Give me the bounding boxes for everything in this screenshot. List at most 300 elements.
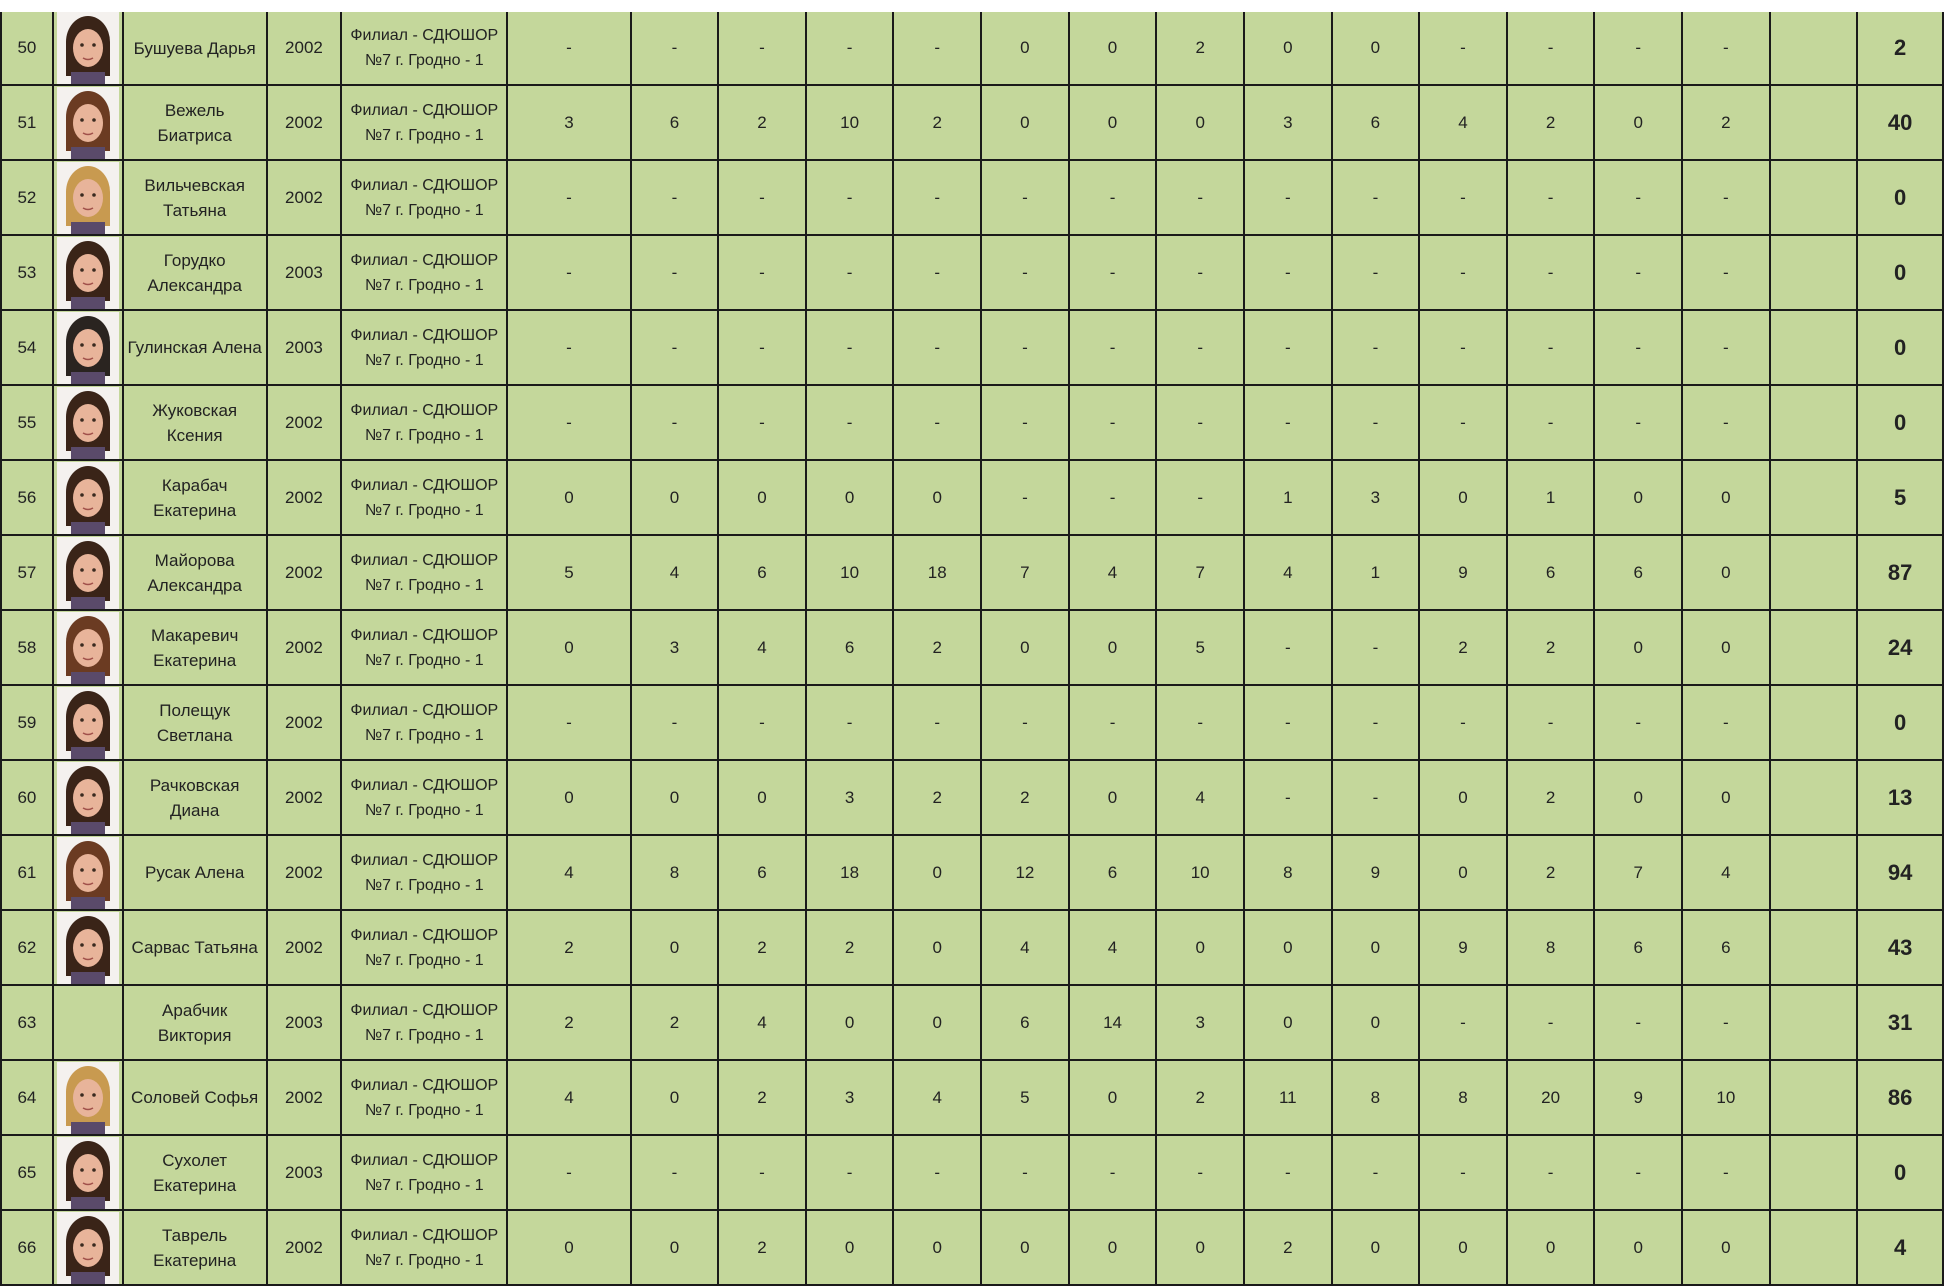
score-cell: 2: [806, 910, 894, 985]
score-cell: 0: [1332, 985, 1420, 1060]
score-cell: -: [1156, 160, 1244, 235]
score-cell: -: [1682, 160, 1770, 235]
score-cell: -: [981, 385, 1069, 460]
total-score: 0: [1857, 1135, 1943, 1210]
score-cell: -: [1682, 1135, 1770, 1210]
score-cell: 0: [1594, 85, 1682, 160]
score-cell: 0: [1682, 610, 1770, 685]
score-cell: -: [893, 235, 981, 310]
athlete-photo-cell: [53, 85, 123, 160]
score-cell: 4: [893, 1060, 981, 1135]
score-cell: -: [1594, 385, 1682, 460]
total-score: 0: [1857, 160, 1943, 235]
total-score: 13: [1857, 760, 1943, 835]
score-cell: 0: [1069, 760, 1157, 835]
athlete-photo-cell: [53, 985, 123, 1060]
score-cell: -: [1069, 460, 1157, 535]
score-cell: 0: [893, 1210, 981, 1285]
row-number: 56: [1, 460, 53, 535]
score-cell: -: [981, 1135, 1069, 1210]
row-number: 62: [1, 910, 53, 985]
score-cell: -: [893, 385, 981, 460]
athlete-photo-cell: [53, 610, 123, 685]
score-cell: 6: [631, 85, 719, 160]
row-number: 52: [1, 160, 53, 235]
score-cell: 2: [893, 760, 981, 835]
score-cell: -: [507, 1135, 630, 1210]
score-cell: -: [1419, 6, 1507, 85]
total-score: 0: [1857, 235, 1943, 310]
score-cell: 6: [718, 835, 806, 910]
score-cell: -: [1069, 160, 1157, 235]
score-cell: -: [507, 235, 630, 310]
score-cell: -: [806, 160, 894, 235]
athlete-photo: [57, 912, 119, 984]
score-cell: 2: [1507, 760, 1595, 835]
score-cell: [1770, 1135, 1858, 1210]
score-cell: 3: [631, 610, 719, 685]
score-cell: -: [718, 235, 806, 310]
score-cell: 2: [1419, 610, 1507, 685]
athlete-photo-cell: [53, 385, 123, 460]
score-cell: 6: [1332, 85, 1420, 160]
birth-year: 2002: [267, 685, 342, 760]
row-number: 63: [1, 985, 53, 1060]
score-cell: [1770, 235, 1858, 310]
score-cell: 0: [631, 910, 719, 985]
score-cell: -: [507, 160, 630, 235]
athlete-name: Бушуева Дарья: [123, 6, 267, 85]
athlete-photo: [57, 1062, 119, 1134]
score-cell: 0: [1332, 910, 1420, 985]
score-cell: -: [893, 1135, 981, 1210]
athlete-photo-cell: [53, 835, 123, 910]
score-cell: 2: [893, 85, 981, 160]
score-cell: -: [1594, 685, 1682, 760]
score-cell: 0: [1594, 460, 1682, 535]
row-number: 60: [1, 760, 53, 835]
score-cell: 7: [1156, 535, 1244, 610]
score-cell: 0: [1244, 985, 1332, 1060]
athlete-photo: [57, 387, 119, 459]
athlete-photo-cell: [53, 685, 123, 760]
score-cell: -: [1069, 385, 1157, 460]
score-cell: -: [1244, 235, 1332, 310]
score-cell: 0: [1069, 6, 1157, 85]
total-score: 24: [1857, 610, 1943, 685]
score-cell: -: [1244, 685, 1332, 760]
table-row: [1, 460, 1943, 535]
score-cell: -: [1069, 310, 1157, 385]
table-row: [1, 760, 1943, 835]
total-score: 43: [1857, 910, 1943, 985]
table-row: [1, 1210, 1943, 1285]
score-cell: 0: [1507, 1210, 1595, 1285]
score-cell: 0: [981, 6, 1069, 85]
athlete-name: Гулинская Алена: [123, 310, 267, 385]
score-cell: [1770, 910, 1858, 985]
score-cell: 4: [1156, 760, 1244, 835]
score-cell: -: [1682, 235, 1770, 310]
score-cell: 10: [806, 85, 894, 160]
score-cell: 18: [893, 535, 981, 610]
athlete-name: Макаревич Екатерина: [123, 610, 267, 685]
score-cell: 3: [1156, 985, 1244, 1060]
score-cell: 0: [507, 760, 630, 835]
total-score: 87: [1857, 535, 1943, 610]
athlete-name: Вежель Биатриса: [123, 85, 267, 160]
score-cell: -: [507, 6, 630, 85]
score-cell: 0: [981, 85, 1069, 160]
score-cell: -: [1507, 310, 1595, 385]
score-cell: -: [806, 310, 894, 385]
score-cell: -: [631, 1135, 719, 1210]
birth-year: 2003: [267, 1135, 342, 1210]
club-name: Филиал - СДЮШОР №7 г. Гродно - 1: [341, 1060, 507, 1135]
athlete-photo: [57, 312, 119, 384]
score-cell: [1770, 685, 1858, 760]
score-cell: 4: [507, 835, 630, 910]
total-score: 4: [1857, 1210, 1943, 1285]
athlete-photo: [57, 462, 119, 534]
score-cell: 8: [1332, 1060, 1420, 1135]
score-cell: -: [507, 385, 630, 460]
total-score: 2: [1857, 6, 1943, 85]
score-cell: 1: [1507, 460, 1595, 535]
table-row: [1, 6, 1943, 85]
score-cell: [1770, 610, 1858, 685]
athlete-photo: [57, 687, 119, 759]
table-row: [1, 85, 1943, 160]
score-cell: 5: [507, 535, 630, 610]
score-cell: 6: [1594, 535, 1682, 610]
score-cell: -: [806, 385, 894, 460]
athlete-photo: [57, 87, 119, 159]
score-cell: 4: [1069, 535, 1157, 610]
score-cell: 6: [1594, 910, 1682, 985]
score-cell: 3: [507, 85, 630, 160]
score-cell: 2: [1156, 6, 1244, 85]
score-cell: 4: [631, 535, 719, 610]
score-cell: 2: [631, 985, 719, 1060]
score-cell: -: [1507, 1135, 1595, 1210]
score-cell: 3: [1332, 460, 1420, 535]
score-cell: 0: [1594, 610, 1682, 685]
score-cell: -: [1507, 160, 1595, 235]
score-cell: 6: [1507, 535, 1595, 610]
score-cell: 0: [507, 1210, 630, 1285]
birth-year: 2003: [267, 235, 342, 310]
score-cell: 0: [1682, 460, 1770, 535]
score-cell: -: [1594, 235, 1682, 310]
score-cell: [1770, 535, 1858, 610]
score-cell: -: [718, 685, 806, 760]
score-cell: -: [1069, 235, 1157, 310]
club-name: Филиал - СДЮШОР №7 г. Гродно - 1: [341, 535, 507, 610]
score-cell: 0: [1332, 6, 1420, 85]
score-cell: 9: [1594, 1060, 1682, 1135]
score-cell: 6: [1069, 835, 1157, 910]
score-cell: 0: [1244, 6, 1332, 85]
birth-year: 2002: [267, 610, 342, 685]
score-cell: 2: [718, 910, 806, 985]
score-cell: 6: [806, 610, 894, 685]
athlete-photo-cell: [53, 6, 123, 85]
club-name: Филиал - СДЮШОР №7 г. Гродно - 1: [341, 760, 507, 835]
score-cell: 6: [718, 535, 806, 610]
athlete-photo: [57, 237, 119, 309]
score-cell: -: [1244, 160, 1332, 235]
score-cell: 2: [507, 985, 630, 1060]
score-cell: -: [1332, 610, 1420, 685]
table-row: [1, 685, 1943, 760]
athlete-photo-cell: [53, 910, 123, 985]
score-cell: -: [1419, 985, 1507, 1060]
score-cell: 0: [806, 985, 894, 1060]
birth-year: 2002: [267, 760, 342, 835]
score-cell: 0: [631, 760, 719, 835]
score-cell: -: [981, 235, 1069, 310]
score-cell: [1770, 985, 1858, 1060]
score-cell: [1770, 6, 1858, 85]
score-cell: 0: [1069, 610, 1157, 685]
score-cell: [1770, 460, 1858, 535]
table-row: [1, 310, 1943, 385]
club-name: Филиал - СДЮШОР №7 г. Гродно - 1: [341, 910, 507, 985]
table-row: [1, 835, 1943, 910]
birth-year: 2002: [267, 910, 342, 985]
score-cell: 2: [1682, 85, 1770, 160]
table-row: [1, 1060, 1943, 1135]
score-cell: 2: [1507, 85, 1595, 160]
score-cell: -: [893, 6, 981, 85]
score-cell: 4: [981, 910, 1069, 985]
score-cell: 0: [806, 1210, 894, 1285]
score-cell: -: [1682, 385, 1770, 460]
score-cell: -: [718, 1135, 806, 1210]
club-name: Филиал - СДЮШОР №7 г. Гродно - 1: [341, 685, 507, 760]
birth-year: 2002: [267, 535, 342, 610]
score-cell: 10: [1156, 835, 1244, 910]
score-cell: 2: [718, 1210, 806, 1285]
row-number: 55: [1, 385, 53, 460]
athlete-name: Сарвас Татьяна: [123, 910, 267, 985]
score-cell: -: [1332, 685, 1420, 760]
score-cell: 12: [981, 835, 1069, 910]
score-cell: -: [1594, 985, 1682, 1060]
birth-year: 2002: [267, 85, 342, 160]
score-cell: 1: [1244, 460, 1332, 535]
score-cell: -: [1156, 235, 1244, 310]
score-cell: 0: [1594, 760, 1682, 835]
club-name: Филиал - СДЮШОР №7 г. Гродно - 1: [341, 610, 507, 685]
score-cell: 0: [893, 910, 981, 985]
row-number: 57: [1, 535, 53, 610]
table-row: [1, 1135, 1943, 1210]
score-cell: -: [1682, 985, 1770, 1060]
score-cell: 4: [1419, 85, 1507, 160]
score-cell: 20: [1507, 1060, 1595, 1135]
athlete-photo-cell: [53, 1060, 123, 1135]
score-cell: 18: [806, 835, 894, 910]
score-cell: -: [893, 310, 981, 385]
score-cell: -: [1507, 6, 1595, 85]
score-cell: -: [806, 1135, 894, 1210]
score-cell: -: [718, 160, 806, 235]
athlete-name: Русак Алена: [123, 835, 267, 910]
score-cell: [1770, 385, 1858, 460]
score-cell: [1770, 85, 1858, 160]
score-cell: -: [1507, 385, 1595, 460]
score-cell: 0: [718, 460, 806, 535]
score-cell: [1770, 310, 1858, 385]
total-score: 86: [1857, 1060, 1943, 1135]
score-cell: 0: [1244, 910, 1332, 985]
score-cell: -: [981, 310, 1069, 385]
table-row: [1, 385, 1943, 460]
score-cell: -: [1419, 685, 1507, 760]
club-name: Филиал - СДЮШОР №7 г. Гродно - 1: [341, 6, 507, 85]
club-name: Филиал - СДЮШОР №7 г. Гродно - 1: [341, 385, 507, 460]
row-number: 66: [1, 1210, 53, 1285]
score-cell: -: [1244, 610, 1332, 685]
athlete-photo-cell: [53, 1210, 123, 1285]
score-cell: -: [718, 310, 806, 385]
score-cell: -: [631, 235, 719, 310]
score-cell: 4: [1069, 910, 1157, 985]
score-cell: -: [1507, 685, 1595, 760]
athlete-photo: [57, 1137, 119, 1209]
club-name: Филиал - СДЮШОР №7 г. Гродно - 1: [341, 235, 507, 310]
score-cell: 6: [981, 985, 1069, 1060]
score-cell: 2: [1507, 610, 1595, 685]
athlete-photo: [57, 162, 119, 234]
score-cell: -: [981, 460, 1069, 535]
score-cell: -: [893, 685, 981, 760]
athlete-name: Таврель Екатерина: [123, 1210, 267, 1285]
score-cell: [1770, 1210, 1858, 1285]
score-cell: 0: [1419, 835, 1507, 910]
birth-year: 2002: [267, 1060, 342, 1135]
score-cell: 5: [1156, 610, 1244, 685]
score-cell: -: [806, 235, 894, 310]
table-row: [1, 910, 1943, 985]
total-score: 5: [1857, 460, 1943, 535]
score-cell: -: [1419, 160, 1507, 235]
score-cell: 0: [981, 610, 1069, 685]
score-cell: -: [1682, 6, 1770, 85]
score-cell: -: [1419, 1135, 1507, 1210]
score-cell: 3: [806, 1060, 894, 1135]
athlete-photo: [57, 612, 119, 684]
birth-year: 2002: [267, 1210, 342, 1285]
score-cell: -: [1594, 160, 1682, 235]
score-cell: 0: [1069, 85, 1157, 160]
score-cell: 0: [1156, 85, 1244, 160]
score-cell: [1770, 160, 1858, 235]
athlete-photo-cell: [53, 235, 123, 310]
score-cell: -: [1507, 235, 1595, 310]
score-cell: -: [631, 6, 719, 85]
score-cell: 0: [893, 985, 981, 1060]
score-cell: 2: [893, 610, 981, 685]
score-cell: -: [1419, 385, 1507, 460]
athlete-name: Арабчик Виктория: [123, 985, 267, 1060]
club-name: Филиал - СДЮШОР №7 г. Гродно - 1: [341, 460, 507, 535]
score-cell: 1: [1332, 535, 1420, 610]
score-cell: 8: [631, 835, 719, 910]
score-cell: -: [1682, 685, 1770, 760]
row-number: 50: [1, 6, 53, 85]
score-cell: 0: [1069, 1060, 1157, 1135]
athlete-photo-cell: [53, 460, 123, 535]
table-row: [1, 985, 1943, 1060]
athlete-name: Сухолет Екатерина: [123, 1135, 267, 1210]
table-row: [1, 535, 1943, 610]
total-score: 0: [1857, 310, 1943, 385]
total-score: 40: [1857, 85, 1943, 160]
row-number: 64: [1, 1060, 53, 1135]
score-cell: 2: [1244, 1210, 1332, 1285]
club-name: Филиал - СДЮШОР №7 г. Гродно - 1: [341, 985, 507, 1060]
score-cell: -: [1156, 1135, 1244, 1210]
score-cell: -: [1069, 1135, 1157, 1210]
score-cell: -: [631, 685, 719, 760]
score-cell: -: [1419, 235, 1507, 310]
score-cell: 7: [981, 535, 1069, 610]
athlete-name: Майорова Александра: [123, 535, 267, 610]
birth-year: 2002: [267, 460, 342, 535]
score-cell: -: [1332, 160, 1420, 235]
total-score: 0: [1857, 685, 1943, 760]
score-cell: 14: [1069, 985, 1157, 1060]
score-cell: 2: [1507, 835, 1595, 910]
athlete-photo-cell: [53, 1135, 123, 1210]
athlete-name: Рачковская Диана: [123, 760, 267, 835]
score-cell: 2: [718, 85, 806, 160]
table-row: [1, 235, 1943, 310]
club-name: Филиал - СДЮШОР №7 г. Гродно - 1: [341, 85, 507, 160]
score-cell: -: [1244, 385, 1332, 460]
score-cell: -: [981, 685, 1069, 760]
club-name: Филиал - СДЮШОР №7 г. Гродно - 1: [341, 1210, 507, 1285]
score-cell: 0: [981, 1210, 1069, 1285]
athlete-photo-cell: [53, 535, 123, 610]
score-cell: 8: [1419, 1060, 1507, 1135]
birth-year: 2002: [267, 385, 342, 460]
table-row: [1, 160, 1943, 235]
score-cell: 0: [1682, 760, 1770, 835]
score-cell: 0: [1682, 535, 1770, 610]
score-cell: -: [1594, 1135, 1682, 1210]
score-cell: -: [718, 6, 806, 85]
score-cell: -: [631, 385, 719, 460]
athlete-photo-cell: [53, 160, 123, 235]
club-name: Филиал - СДЮШОР №7 г. Гродно - 1: [341, 310, 507, 385]
score-cell: -: [1244, 760, 1332, 835]
score-cell: 0: [806, 460, 894, 535]
score-cell: -: [1594, 6, 1682, 85]
score-cell: 0: [1419, 460, 1507, 535]
athlete-photo-cell: [53, 760, 123, 835]
score-cell: 0: [1156, 910, 1244, 985]
score-cell: 0: [1419, 1210, 1507, 1285]
club-name: Филиал - СДЮШОР №7 г. Гродно - 1: [341, 160, 507, 235]
score-cell: -: [1156, 460, 1244, 535]
score-cell: 0: [631, 460, 719, 535]
birth-year: 2003: [267, 985, 342, 1060]
athlete-photo: [57, 12, 119, 84]
